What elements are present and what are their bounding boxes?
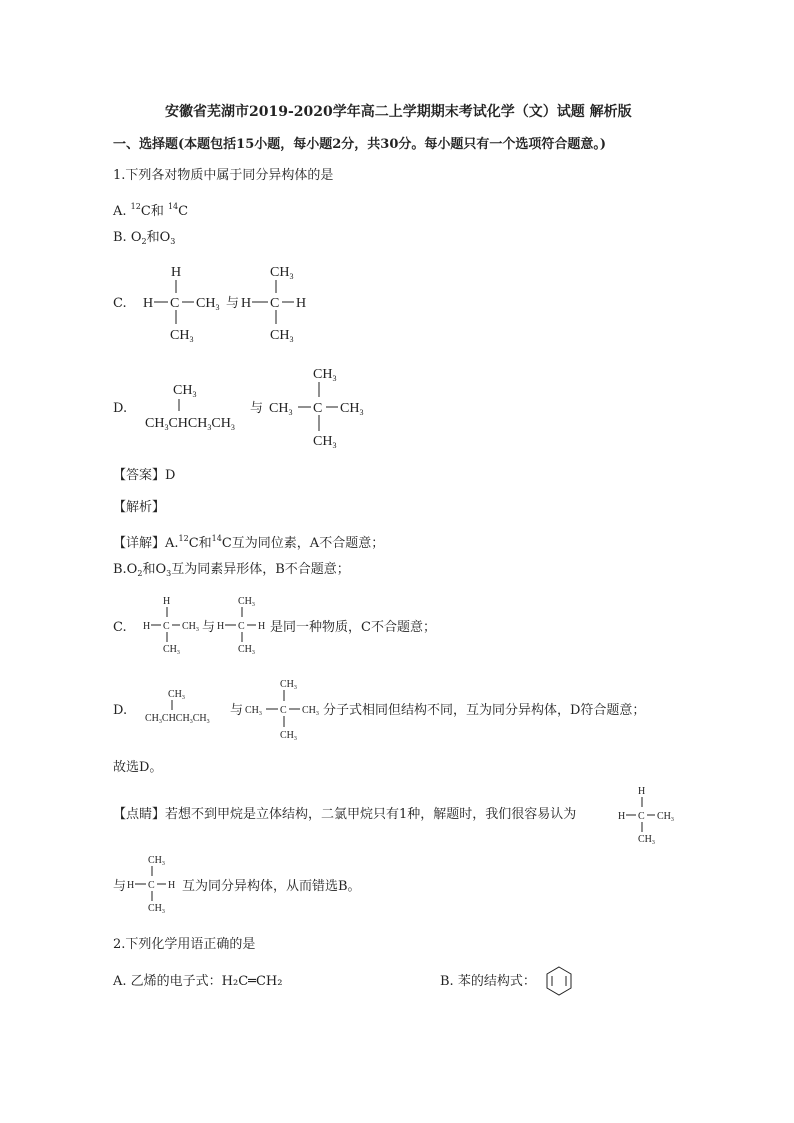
detail-c-label: C. [113, 620, 127, 635]
svg-text:CH3: $CH_3$ [638, 834, 655, 846]
svg-text:C: C [270, 296, 280, 311]
svg-text:H: H [163, 596, 171, 607]
formula-o2: O [130, 230, 142, 245]
structure-note-2 [126, 853, 186, 917]
note-end: 互为同分异构体，从而错选B。 [182, 879, 361, 894]
svg-text:CH3: $CH_3$ [168, 689, 185, 701]
svg-text:CH3: $CH_3$ [302, 705, 319, 717]
svg-text:CH3: $CH_3$ [245, 705, 262, 717]
svg-text:C: C [148, 880, 155, 891]
section-heading: 一、选择题(本题包括15小题，每小题2分，共30分。每小题只有一个选项符合题意。) [113, 137, 607, 152]
structure-detail-d [144, 686, 234, 725]
atom-h: H [171, 265, 182, 280]
svg-text:CH3: $CH_3$ [313, 367, 337, 383]
and-text: 和 [150, 204, 164, 219]
formula-o3: O [159, 230, 171, 245]
element-c: C [140, 204, 151, 219]
svg-text:CH3: $CH_3$ [238, 596, 255, 608]
svg-text:H: H [241, 296, 252, 311]
svg-text:CH3: $CH_3$ [173, 383, 197, 399]
note-text: 【点睛】若想不到甲烷是立体结构，二氯甲烷只有1种，解题时，我们很容易认为 [113, 807, 577, 822]
structure-note-1 [616, 784, 686, 848]
isotope-12: 12 [130, 202, 141, 211]
structure-d-option [143, 378, 253, 432]
svg-text:CH3: $CH_3$ [238, 644, 255, 656]
svg-text:H: H [618, 811, 626, 822]
svg-text:CH3: $CH_3$ [270, 265, 294, 281]
svg-text:H: H [168, 880, 176, 891]
yu-text: 与 [226, 296, 240, 311]
svg-text:H: H [143, 621, 151, 632]
structure-c-option-2 [240, 262, 320, 344]
detail-d-text: 分子式相同但结构不同，互为同分异构体，D符合题意； [323, 703, 646, 718]
q1-stem: 1.下列各对物质中属于同分异构体的是 [113, 168, 334, 183]
svg-text:H: H [217, 621, 225, 632]
q1-option-a [113, 198, 188, 221]
benzene-icon [546, 966, 572, 996]
structure-detail-d-2 [244, 677, 324, 743]
structure-detail-c [141, 594, 211, 658]
note-yu: 与 [113, 879, 127, 894]
atom-c: C [170, 296, 180, 311]
svg-text:H: H [127, 880, 135, 891]
svg-text:CH3: $CH_3$ [182, 621, 199, 633]
detail-a: 【详解】A.$^{12}$C和$^{14}$C互为同位素，A不合题意； [113, 534, 385, 551]
svg-text:C: C [313, 401, 323, 416]
isotope-14: 14 [167, 202, 179, 211]
svg-text:CH3: $CH_3$ [313, 434, 337, 450]
atom-h: H [143, 296, 154, 311]
page-title: 安徽省芜湖市2019-2020学年高二上学期期末考试化学（文）试题 解析版 [165, 104, 632, 120]
and-text: 和 [146, 230, 160, 245]
detail-b: $B.O_2$和$O_3$互为同素异形体，B不合题意； [113, 562, 350, 578]
q2-option-b: B. 苯的结构式： [440, 974, 536, 989]
svg-text:CH3: $CH_3$ [270, 328, 294, 344]
structure-d-option-2 [268, 364, 378, 450]
svg-text:CH3: $CH_3$ [269, 401, 293, 417]
svg-text:CH3: $CH_3$ [163, 644, 180, 656]
svg-text:CH3CHCH3CH3: $CH_3CHCH_3CH_3$ [145, 713, 210, 725]
svg-text:CH3CHCH3CH3: $CH_3CHCH_3CH_3$ [145, 416, 235, 432]
svg-text:CH3: $CH_3$ [148, 903, 165, 915]
svg-text:CH3: $CH_3$ [280, 730, 297, 742]
option-label: A. [113, 204, 127, 219]
element-c: C [178, 204, 189, 219]
svg-text:CH3: $CH_3$ [196, 296, 220, 312]
svg-text:H: H [296, 296, 307, 311]
answer: 【答案】D [113, 468, 176, 483]
detail-d-label: D. [113, 703, 128, 718]
svg-text:C: C [638, 811, 645, 822]
yu-text: 与 [250, 401, 264, 416]
svg-text:CH3: $CH_3$ [170, 328, 194, 344]
svg-text:CH3: $CH_3$ [657, 811, 674, 823]
q2-option-a: A. 乙烯的电子式：H₂C═CH₂ [113, 974, 283, 989]
svg-text:C: C [280, 705, 287, 716]
option-label: B. [113, 230, 127, 245]
conclusion: 故选D。 [113, 760, 163, 775]
svg-text:H: H [258, 621, 266, 632]
q1-option-c-label: C. [113, 296, 127, 311]
yu-text: 与 [202, 620, 216, 635]
detail-c-text: 是同一种物质，C不合题意； [270, 620, 436, 635]
analysis-heading: 【解析】 [113, 500, 166, 515]
q1-option-d-label: D. [113, 401, 128, 416]
svg-text:CH3: $CH_3$ [280, 679, 297, 691]
svg-text:C: C [238, 621, 245, 632]
structure-detail-c-2 [216, 594, 276, 658]
svg-text:CH3: $CH_3$ [148, 855, 165, 867]
svg-text:C: C [163, 621, 170, 632]
q2-stem: 2.下列化学用语正确的是 [113, 937, 256, 952]
q1-option-b: B. $O_2$和$O_3$ [113, 230, 176, 246]
svg-text:CH3: $CH_3$ [340, 401, 364, 417]
svg-text:H: H [638, 786, 646, 797]
yu-text: 与 [230, 703, 244, 718]
